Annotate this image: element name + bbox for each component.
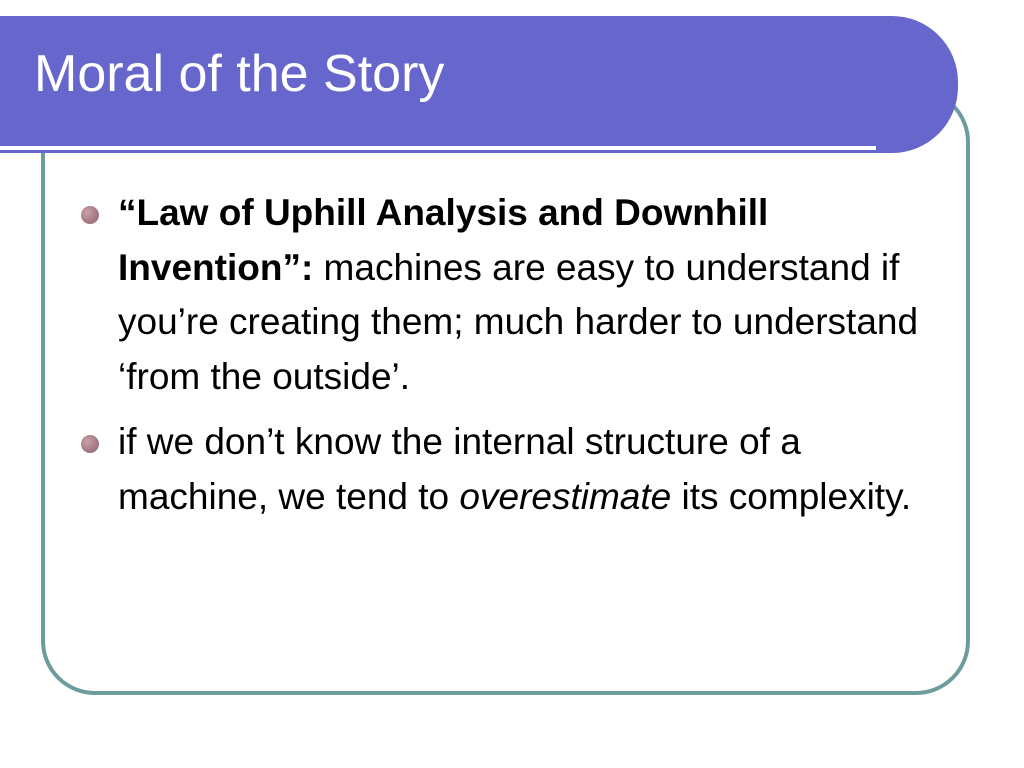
bullet-text-after: its complexity. bbox=[671, 475, 912, 517]
bullet-item-complexity bbox=[80, 415, 960, 524]
bullet-item-law bbox=[80, 186, 960, 404]
bullet-bold-phrase: “Law of Uphill Analysis and Downhill Invention”: bbox=[118, 192, 769, 288]
bullet-text-before: if we don’t know the internal structure of a machine, we tend to bbox=[118, 421, 801, 517]
bullet-text: machines are easy to understand if you’re creating them; much harder to understand ‘from the outside’. bbox=[118, 246, 919, 397]
title-underline bbox=[0, 146, 876, 150]
bullet-italic-phrase: overestimate bbox=[459, 475, 672, 517]
bullet-dot-icon bbox=[81, 206, 99, 224]
slide-title: Moral of the Story bbox=[34, 45, 445, 103]
bullet-dot-icon bbox=[81, 435, 99, 453]
bullet-list bbox=[80, 186, 960, 535]
